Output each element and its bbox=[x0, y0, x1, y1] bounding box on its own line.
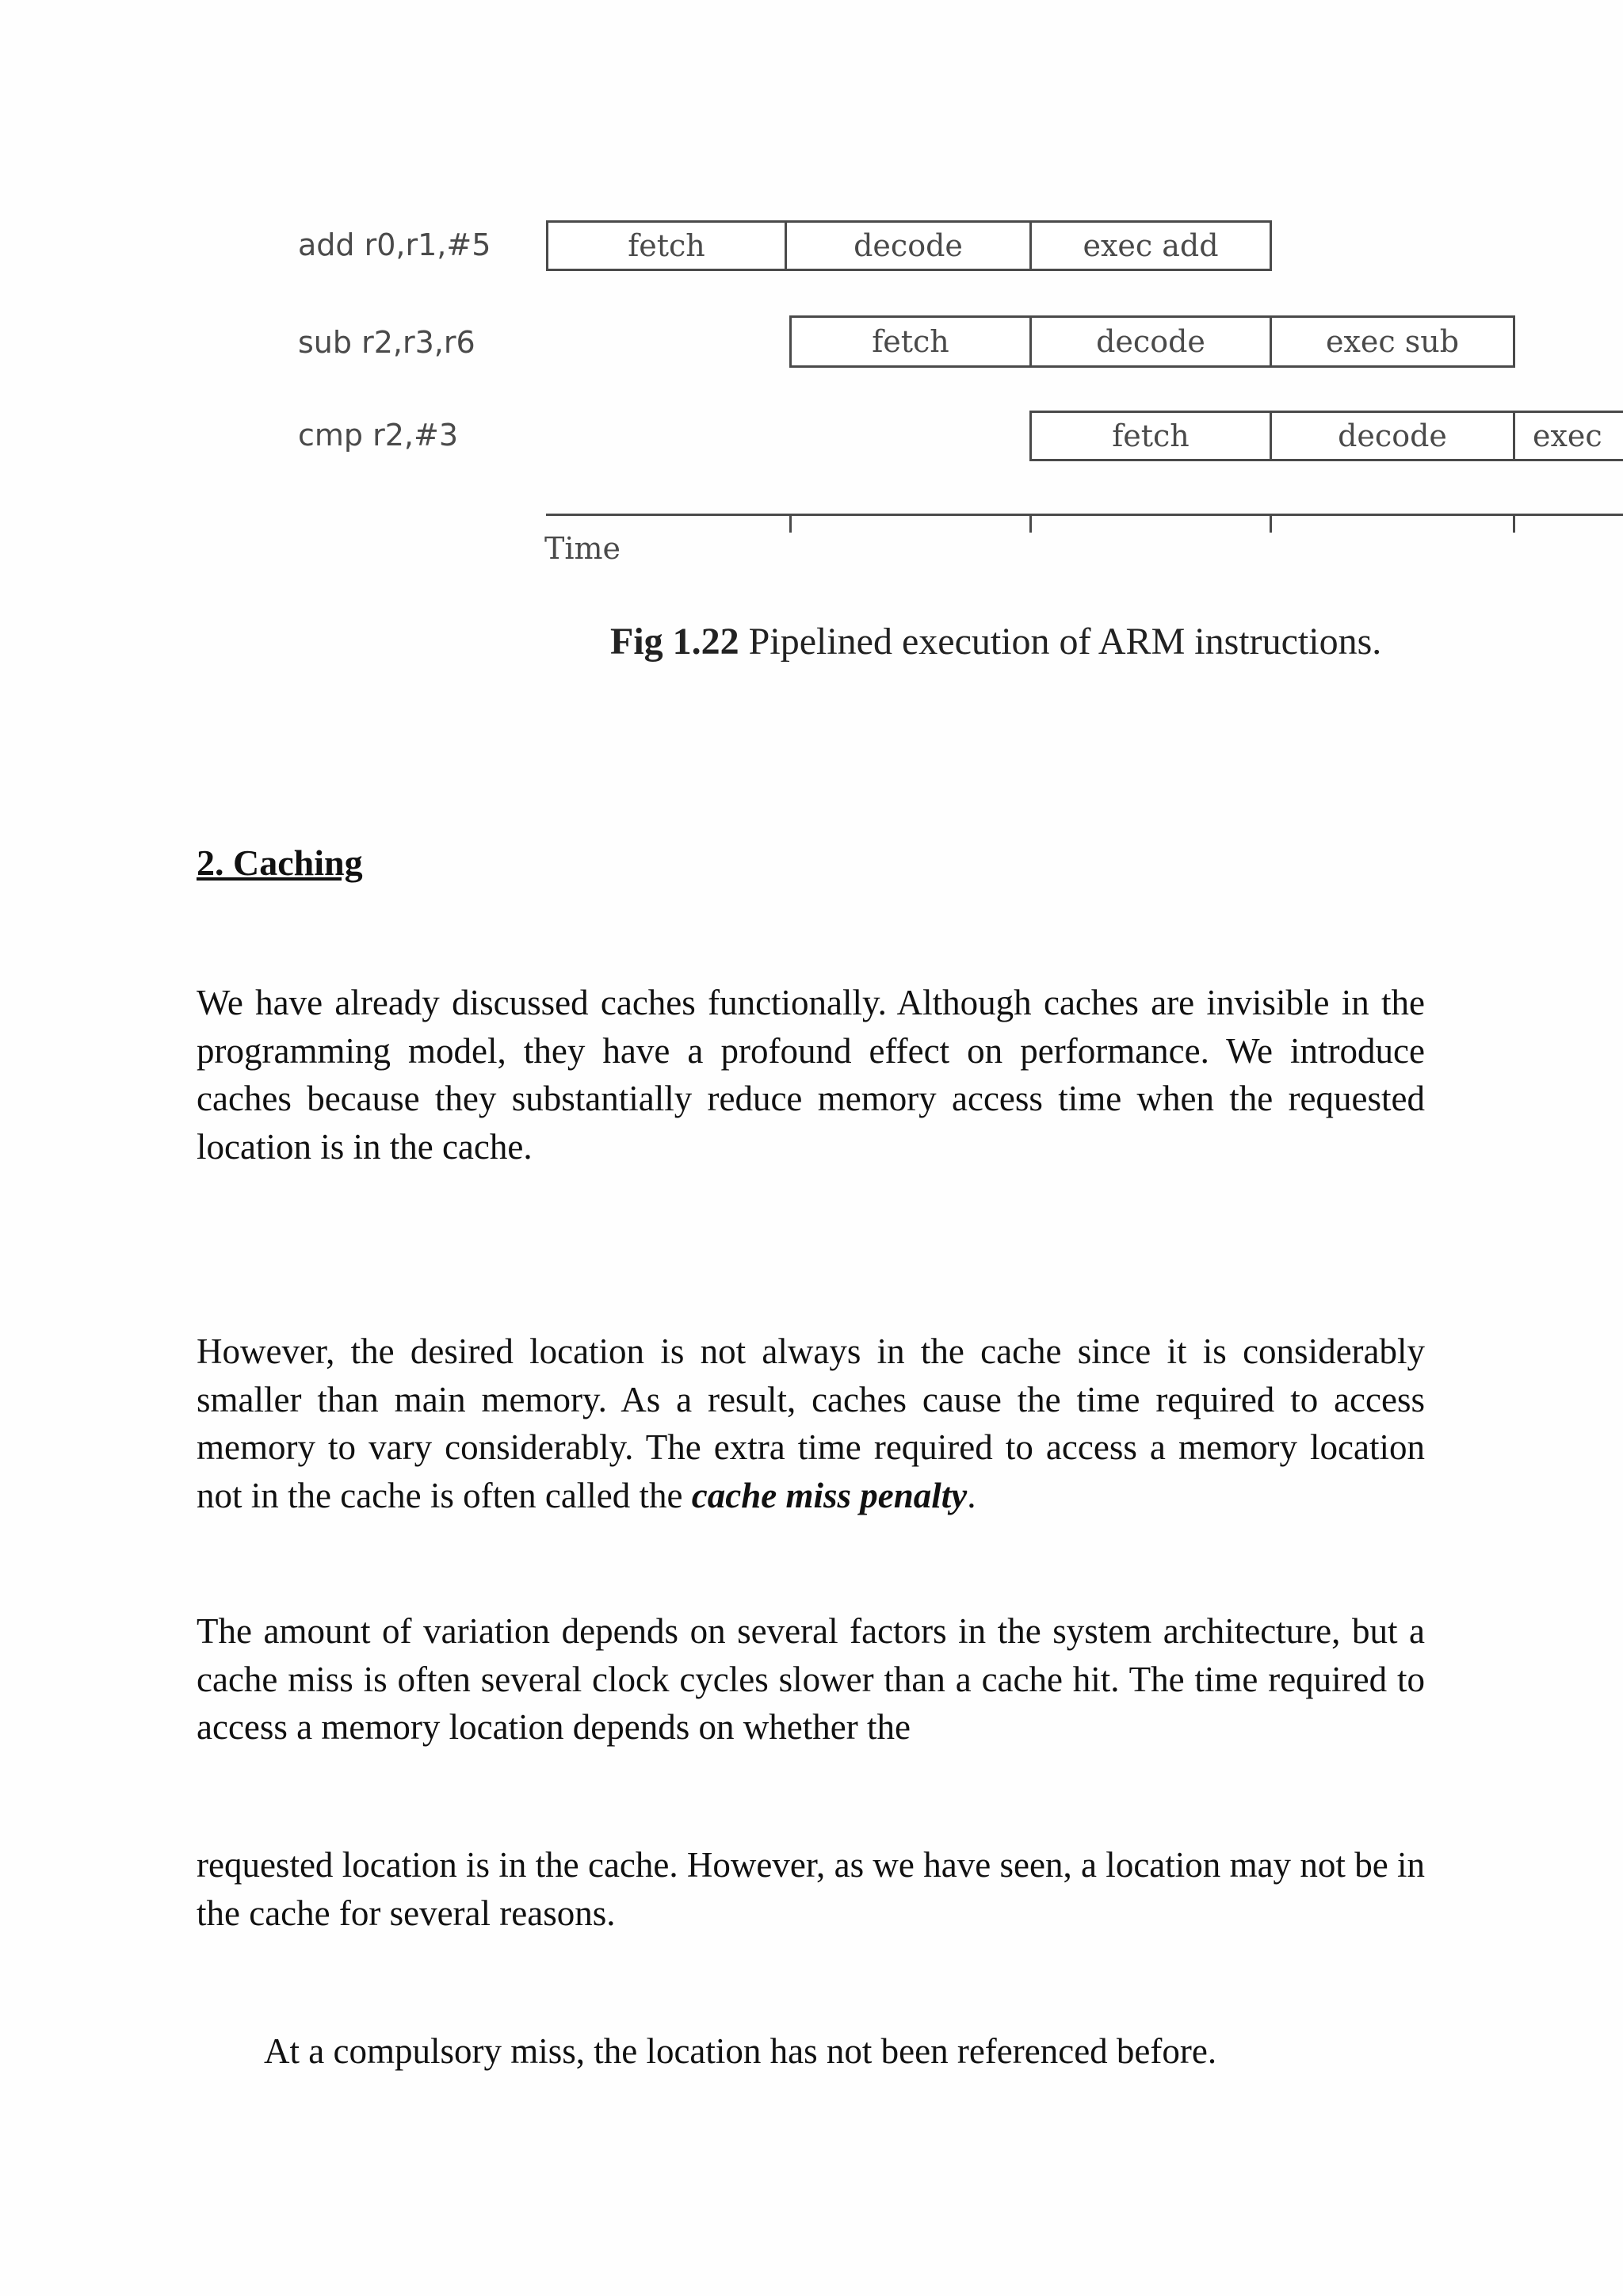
paragraph: We have already discussed caches functionally. Although caches are invisible in the programming model, they have a profound effect on performance. We introduce caches because they substantially reduce memory access time when the requested location is in the cache. bbox=[197, 983, 1425, 1167]
figure-caption bbox=[610, 620, 1381, 663]
stage-fetch: fetch bbox=[789, 315, 1032, 368]
instruction-label: cmp r2,#3 bbox=[298, 418, 459, 453]
pipeline-figure bbox=[0, 0, 1623, 713]
time-axis-label: Time bbox=[544, 531, 621, 566]
paragraph-end: . bbox=[967, 1475, 976, 1515]
stage-decode: decode bbox=[785, 220, 1032, 271]
paragraph bbox=[197, 1328, 1425, 1519]
time-axis bbox=[546, 514, 1623, 516]
section-heading: 2. Caching bbox=[197, 842, 363, 883]
stage-fetch: fetch bbox=[1029, 411, 1272, 461]
axis-tick bbox=[1513, 514, 1515, 533]
stage-exec: exec sub bbox=[1270, 315, 1515, 368]
axis-tick bbox=[789, 514, 792, 533]
paragraph: The amount of variation depends on several factors in the system architecture, but a cache miss is often several clock cycles slower than a cache hit. The time required to access a memory location depends on whether the bbox=[197, 1611, 1425, 1747]
instruction-label: add r0,r1,#5 bbox=[298, 227, 491, 262]
cache-miss-penalty-term: cache miss penalty bbox=[691, 1475, 968, 1515]
stage-exec: exec add bbox=[1029, 220, 1272, 271]
stage-decode: decode bbox=[1029, 315, 1272, 368]
paragraph: requested location is in the cache. However, as we have seen, a location may not be in the cache for several reasons. bbox=[197, 1845, 1425, 1933]
paragraph-text: However, the desired location is not always in the cache since it is considerably smaller than main memory. As a result, caches cause the time required to access memory to vary considerably. The extra time required to access a memory location not in the cache is often called the bbox=[197, 1331, 1425, 1515]
stage-fetch: fetch bbox=[546, 220, 787, 271]
figure-caption-text: Pipelined execution of ARM instructions. bbox=[739, 621, 1382, 663]
figure-number: Fig 1.22 bbox=[610, 621, 739, 663]
stage-exec: exec bbox=[1513, 411, 1623, 461]
axis-tick bbox=[1029, 514, 1032, 533]
axis-tick bbox=[1270, 514, 1272, 533]
instruction-label: sub r2,r3,r6 bbox=[298, 325, 475, 360]
stage-decode: decode bbox=[1270, 411, 1515, 461]
paragraph: At a compulsory miss, the location has not been referenced before. bbox=[264, 2031, 1217, 2071]
